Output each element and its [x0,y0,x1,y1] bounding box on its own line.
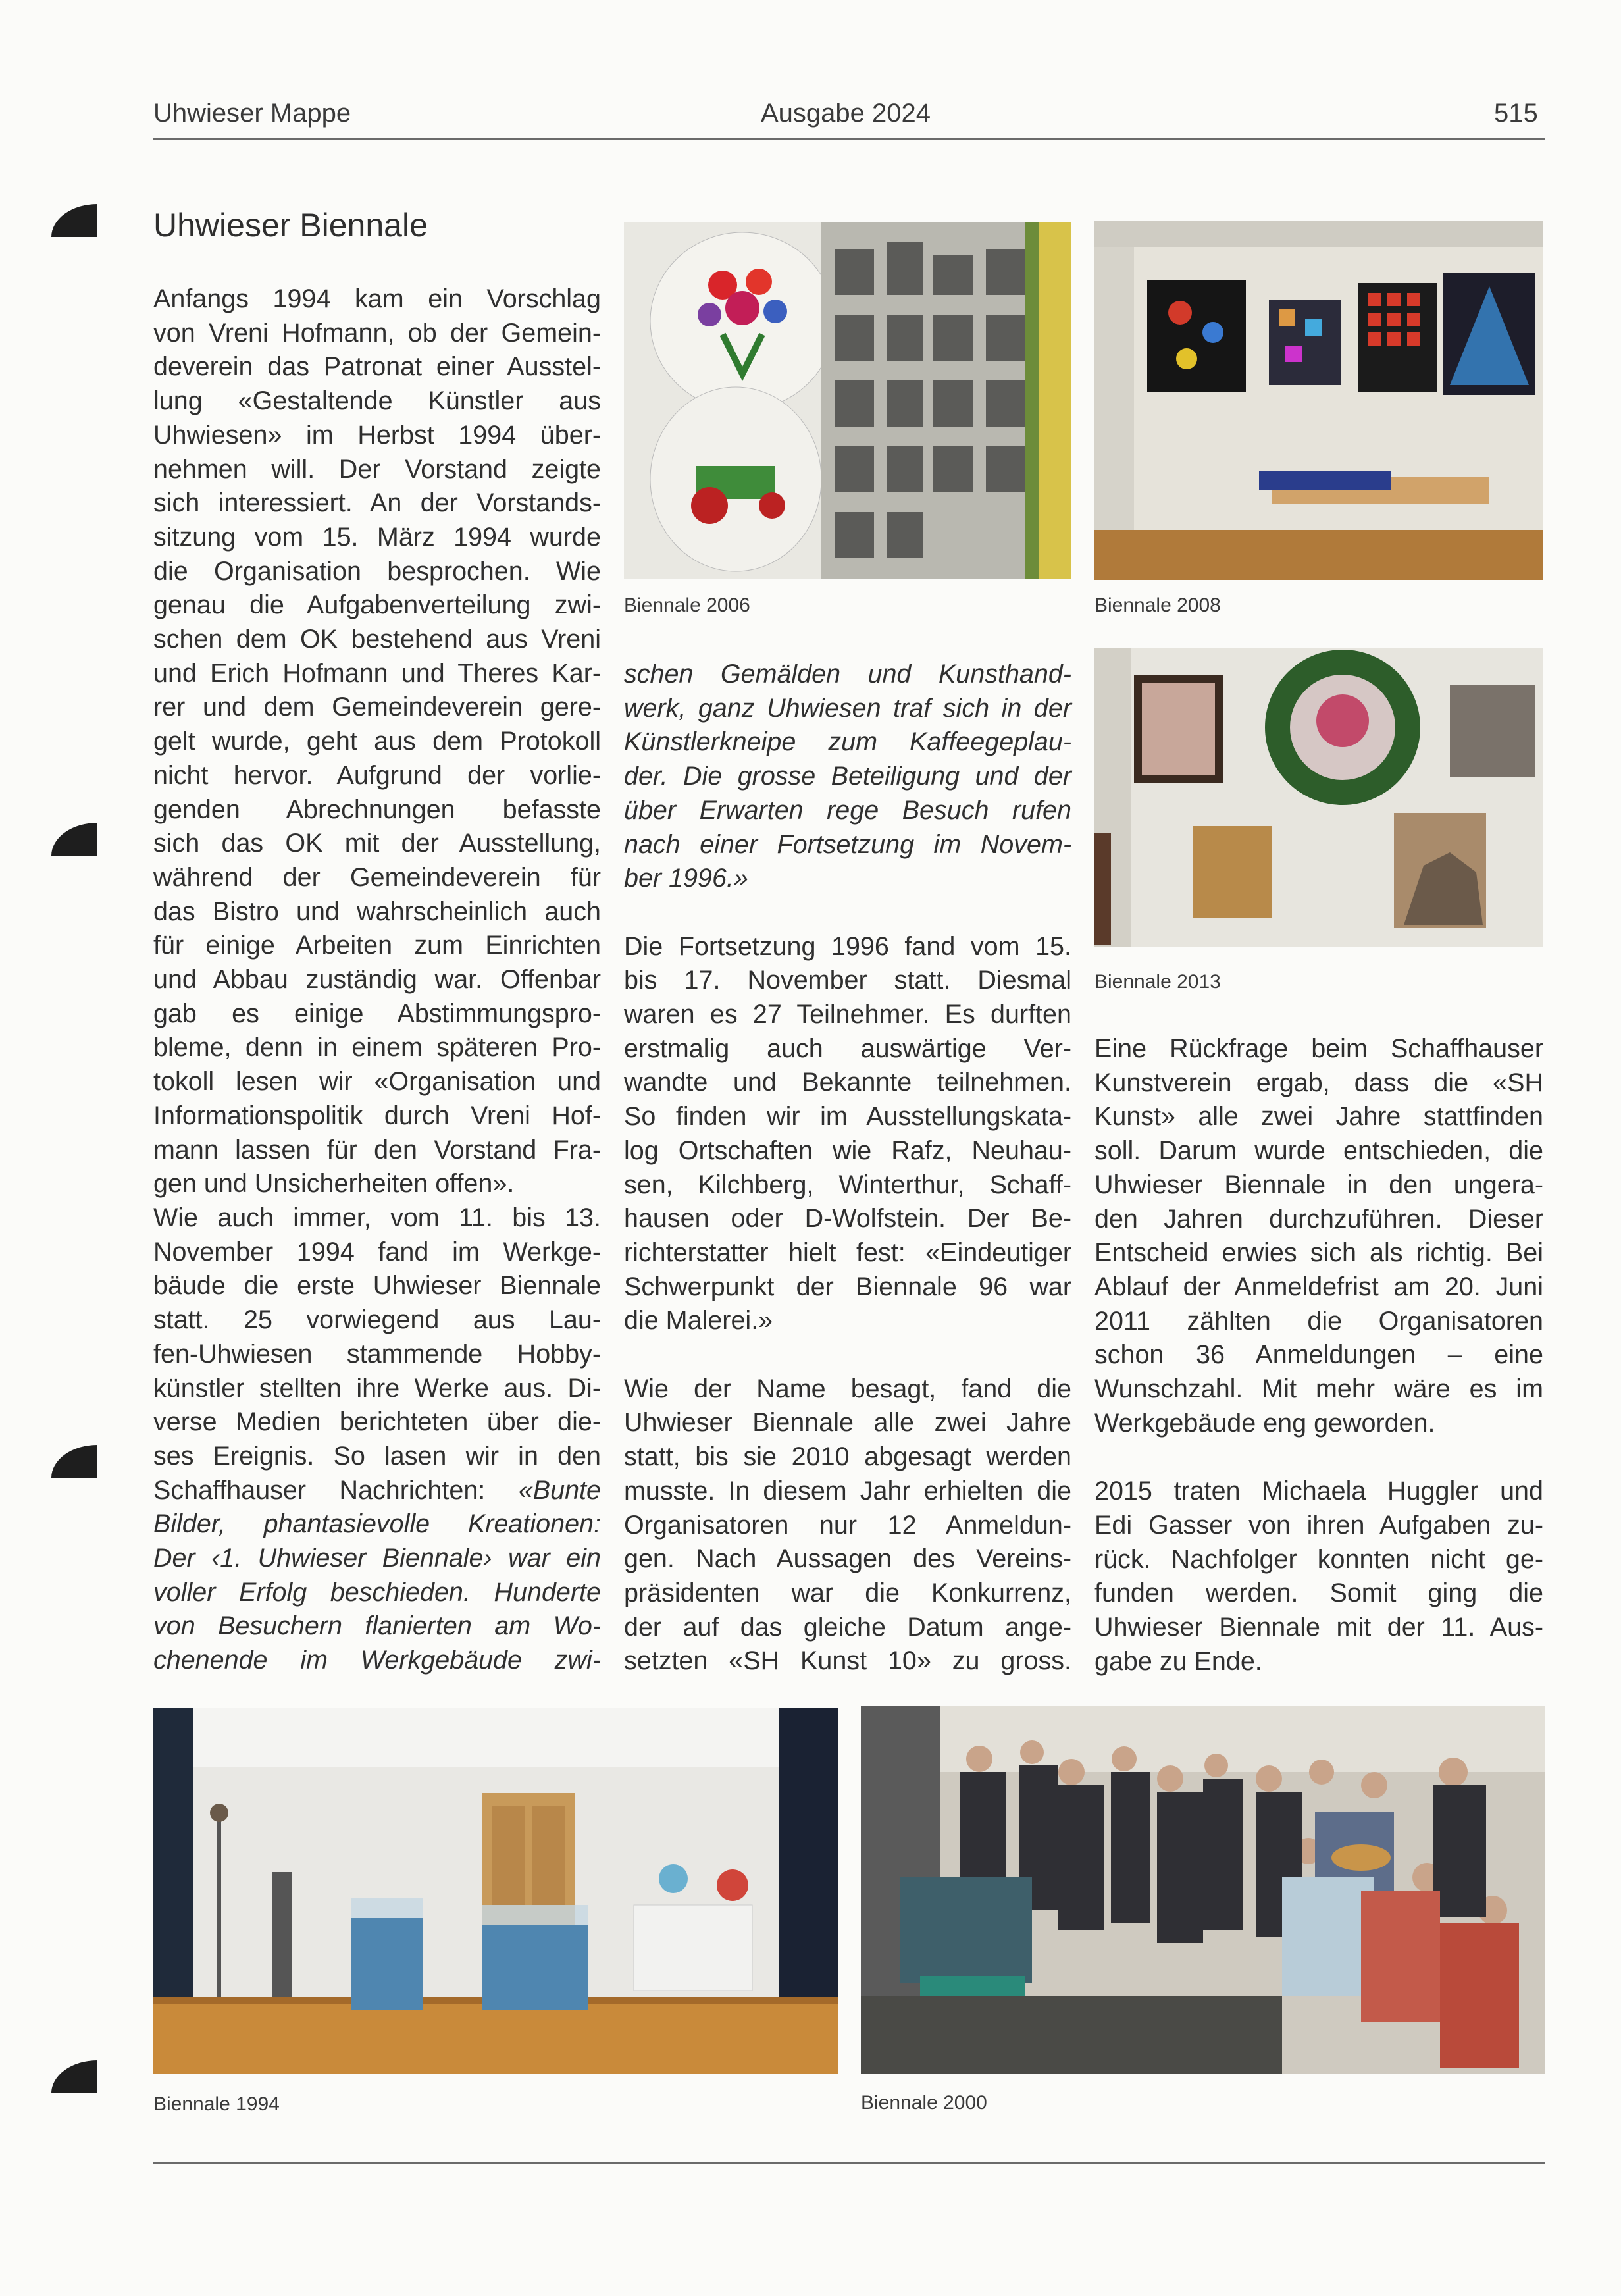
text-line: lung «Gestaltende Künstler aus [153,386,601,416]
text-line: 2015 traten Michaela Huggler und [1094,1476,1543,1506]
text-line: gen. Nach Aussagen des Vereins- [624,1544,1071,1574]
text-column-3 [1094,1032,1543,1679]
text-line: fen-Uhwiesen stammende Hobby- [153,1339,601,1369]
text-line: log Ortschaften wie Rafz, Neuhau- [624,1135,1071,1165]
text-line: Edi Gasser von ihren Aufgaben zu- [1094,1510,1543,1540]
text-line: musste. In diesem Jahr erhielten die [624,1476,1071,1505]
caption-2006: Biennale 2006 [624,594,750,616]
text-line: Anfangs 1994 kam ein Vorschlag [153,284,601,313]
text-line: tokoll lesen wir «Organisation und [153,1067,601,1097]
quote-line: über Erwarten rege Besuch rufen [624,795,1071,825]
photo-biennale-2006 [624,222,1071,579]
quote-line: ber 1996.» [624,864,748,893]
text-line: Informationspolitik durch Vreni Hof- [153,1101,601,1130]
text-line: bäude die erste Uhwieser Biennale [153,1271,601,1301]
text-line: künstler stellten ihre Werke aus. Di- [153,1373,601,1403]
text-line: hausen oder D-Wolfstein. Der Be- [624,1204,1071,1234]
text-line: Die Fortsetzung 1996 fand vom 15. [624,931,1071,961]
quote-line: von Besuchern flanierten am Wo- [153,1611,601,1641]
text-line: sich interessiert. An der Vorstands- [153,488,601,518]
text-line: schen dem OK bestehend aus Vreni [153,625,601,654]
text-line [153,1474,601,1508]
text-line: während der Gemeindeverein für [153,862,601,892]
text-line: Entscheid erwies sich als richtig. Bei [1094,1238,1543,1268]
text-run: Schaffhauser Nachrichten: [153,1475,486,1505]
page-number: 515 [1494,99,1538,128]
punch-hole [51,2060,97,2093]
punch-hole [51,1445,97,1478]
quote-line: werk, ganz Uhwiesen traf sich in der [624,693,1071,723]
text-line: Wie auch immer, vom 11. bis 13. [153,1203,601,1232]
header-rule [153,138,1545,140]
text-line: Kunst» alle zwei Jahre stattfinden [1094,1102,1543,1132]
caption-2000: Biennale 2000 [861,2092,987,2114]
text-line: genau die Aufgabenverteilung zwi- [153,590,601,620]
quote-line: der. Die grosse Beteiligung und der [624,762,1071,791]
text-line: gab es einige Abstimmungspro- [153,999,601,1028]
text-line: Wie der Name besagt, fand die [624,1374,1071,1403]
text-line: waren es 27 Teilnehmer. Es durften [624,1000,1071,1030]
text-line: genden Abrechnungen befasste [153,795,601,824]
text-line: soll. Darum wurde entschieden, die [1094,1136,1543,1166]
text-line: sich das OK mit der Ausstellung, [153,829,601,858]
text-line: bleme, denn in einem späteren Pro- [153,1033,601,1062]
quote-line: Bilder, phantasievolle Kreationen: [153,1509,601,1539]
text-line: statt. 25 vorwiegend aus Lau- [153,1305,601,1335]
text-line: die Organisation besprochen. Wie [153,556,601,586]
text-line: Schwerpunkt der Biennale 96 war [624,1272,1071,1301]
quote-start: «Bunte [518,1475,601,1505]
text-line: gen und Unsicherheiten offen». [153,1169,515,1199]
text-line: gelt wurde, geht aus dem Protokoll [153,727,601,756]
text-line: sen, Kilchberg, Winterthur, Schaff- [624,1170,1071,1199]
caption-2013: Biennale 2013 [1094,971,1221,993]
text-line: 2011 zählten die Organisatoren [1094,1306,1543,1336]
text-line: setzten «SH Kunst 10» zu gross. [624,1646,1071,1676]
text-line: Wunschzahl. Mit mehr wäre es im [1094,1374,1543,1404]
text-line: Werkgebäude eng geworden. [1094,1408,1435,1438]
text-line: Eine Rückfrage beim Schaffhauser [1094,1034,1543,1063]
text-line: schon 36 Anmeldungen – eine [1094,1340,1543,1370]
quote-line: nach einer Fortsetzung im Novem- [624,829,1071,859]
photo-biennale-2000 [861,1706,1545,2074]
punch-hole [51,823,97,856]
text-line: und Erich Hofmann und Theres Kar- [153,658,601,688]
text-line: Kunstverein ergab, dass die «SH [1094,1068,1543,1097]
text-line: mann lassen für den Vorstand Fra- [153,1135,601,1164]
text-line: richterstatter hielt fest: «Eindeutiger [624,1238,1071,1267]
caption-2008: Biennale 2008 [1094,594,1221,616]
text-line: November 1994 fand im Werkge- [153,1237,601,1266]
text-line: Uhwieser Biennale in den ungera- [1094,1170,1543,1199]
photo-biennale-1994 [153,1708,838,2074]
text-line: Ablauf der Anmeldefrist am 20. Juni [1094,1272,1543,1301]
text-line: nicht hervor. Aufgrund der vorlie- [153,760,601,790]
article-title: Uhwieser Biennale [153,207,428,244]
caption-1994: Biennale 1994 [153,2093,280,2115]
text-line: nehmen will. Der Vorstand zeigte [153,454,601,484]
quote-line: chenende im Werkgebäude zwi- [153,1646,601,1675]
text-line: von Vreni Hofmann, ob der Gemein- [153,318,601,348]
punch-hole [51,204,97,237]
quote-line: schen Gemälden und Kunsthand- [624,660,1071,689]
text-line: gabe zu Ende. [1094,1646,1262,1676]
text-line: und Abbau zuständig war. Offenbar [153,965,601,995]
text-line: erstmalig auch auswärtige Ver- [624,1033,1071,1063]
text-column-2 [624,658,1071,1679]
text-line: die Malerei.» [624,1306,773,1336]
text-line: präsidenten war die Konkurrenz, [624,1578,1071,1607]
text-line: rück. Nachfolger konnten nicht ge- [1094,1544,1543,1574]
header-publication: Uhwieser Mappe [153,99,351,128]
text-line: den Jahren durchzuführen. Dieser [1094,1204,1543,1234]
text-line: sitzung vom 15. März 1994 wurde [153,522,601,552]
header-issue: Ausgabe 2024 [761,99,931,128]
quote-line: Der ‹1. Uhwieser Biennale› war ein [153,1544,601,1573]
quote-line: Künstlerkneipe zum Kaffeegeplau- [624,727,1071,757]
text-line: rer und dem Gemeindeverein gere- [153,692,601,722]
text-line: funden werden. Somit ging die [1094,1578,1543,1608]
text-column-1 [153,282,601,1678]
quote-line: voller Erfolg beschieden. Hunderte [153,1577,601,1607]
text-line: So finden wir im Ausstellungskata- [624,1102,1071,1132]
photo-biennale-2008 [1094,221,1543,580]
text-line: Uhwieser Biennale alle zwei Jahre [624,1408,1071,1438]
text-line: Uhwiesen» im Herbst 1994 über- [153,420,601,450]
text-line: ses Ereignis. So lasen wir in den [153,1441,601,1471]
text-line: das Bistro und wahrscheinlich auch [153,897,601,926]
text-line: wandte und Bekannte teilnehmen. [624,1068,1071,1097]
footer-rule [153,2162,1545,2164]
text-line: Organisatoren nur 12 Anmeldun- [624,1510,1071,1540]
text-line: Uhwieser Biennale mit der 11. Aus- [1094,1612,1543,1642]
text-line: der auf das gleiche Datum ange- [624,1612,1071,1642]
text-line: deverein das Patronat einer Ausstel- [153,352,601,382]
text-line: verse Medien berichteten über die- [153,1407,601,1437]
text-line: statt, bis sie 2010 abgesagt werden [624,1442,1071,1472]
text-line: bis 17. November statt. Diesmal [624,966,1071,995]
text-line: für einige Arbeiten zum Einrichten [153,931,601,960]
photo-biennale-2013 [1094,648,1543,947]
